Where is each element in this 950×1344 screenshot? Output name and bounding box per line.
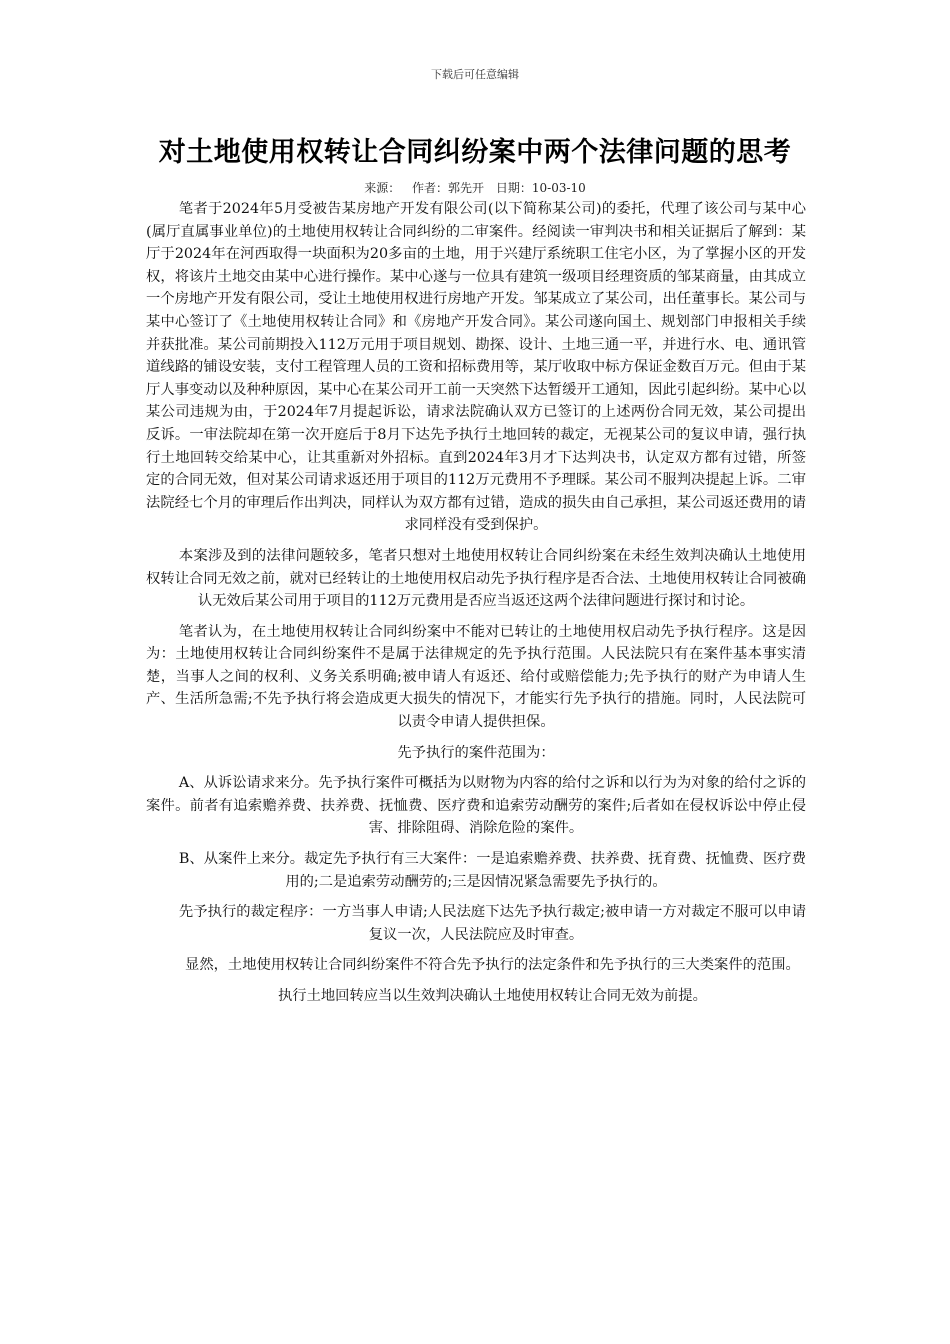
paragraph-scope-b: B、从案件上来分。裁定先予执行有三大案件：一是追索赡养费、扶养费、抚育费、抚恤费、医疗费用的;二是追索劳动酬劳的;三是因情况紧急需要先予执行的。 xyxy=(178,851,806,890)
paragraph-issues: 本案涉及到的法律问题较多，笔者只想对土地使用权转让合同纠纷案在未经生效判决确认土地使用权转让合同无效之前，就对已经转让的土地使用权启动先予执行程序是否合法、土地使用权转让合同被确认无效后某公司用于项目的112万元费用是否应当返还这两个法律问题进行探讨和讨论。 xyxy=(146,547,806,610)
paragraph-case-background: 笔者于2024年5月受被告某房地产开发有限公司(以下简称某公司)的委托，代理了该公司与某中心(属厅直属事业单位)的土地使用权转让合同纠纷的二审案件。经阅读一审判决书和相关证据后了解到：某厅于2024年在河西取得一块面积为20多亩的土地，用于兴建厅系统职工住宅小区，为了掌握小区的开发权，将该片土地交由某中心进行操作。某中心遂与一位具有建筑一级项目经理资质的邹某商量，由其成立一个房地产开发有限公司，受让土地使用权进行房地产开发。邹某成立了某公司，出任董事长。某公司与某中心签订了《土地使用权转让合同》和《房地产开发合同》。某公司遂向国土、规划部门申报相关手续并获批准。某公司前期投入112万元用于项目规划、勘探、设计、土地三通一平，并进行水、电、通讯管道线路的铺设安装，支付工程管理人员的工资和招标费用等，某厅收取中标方保证金数百万元。但由于某厅人事变动以及种种原因，某中心在某公司开工前一天突然下达暂缓开工通知，因此引起纠纷。某中心以某公司违规为由，于2024年7月提起诉讼，请求法院确认双方已签订的上述两份合同无效，某公司提出反诉。一审法院却在第一次开庭后于8月下达先予执行土地回转的裁定，无视某公司的复议申请，强行执行土地回转交给某中心，让其重新对外招标。直到2024年3月才下达判决书，认定双方都有过错，所签定的合同无效，但对某公司请求返还用于项目的112万元费用不予理睬。某公司不服判决提起上诉。二审法院经七个月的审理后作出判决，同样认为双方都有过错，造成的损失由自己承担，某公司返还费用的请求同样没有受到保护。 xyxy=(146,201,806,534)
paragraph-premise: 执行土地回转应当以生效判决确认土地使用权转让合同无效为前提。 xyxy=(277,988,707,1004)
header-note: 下载后可任意编辑 xyxy=(431,68,519,81)
paragraph-opinion: 笔者认为，在土地使用权转让合同纠纷案中不能对已转让的土地使用权启动先予执行程序。这是因为：土地使用权转让合同纠纷案件不是属于法律规定的先予执行范围。人民法院只有在案件基本事实清楚，当事人之间的权利、义务关系明确;被申请人有返还、给付或赔偿能力;先予执行的财产为申请人生产、生活所急需;不先予执行将会造成更大损失的情况下，才能实行先予执行的措施。同时，人民法院可以责令申请人提供担保。 xyxy=(146,623,806,731)
article-meta xyxy=(0,179,950,196)
article-title: 对土地使用权转让合同纠纷案中两个法律问题的思考 xyxy=(158,137,792,168)
paragraph-conclusion: 显然，土地使用权转让合同纠纷案件不符合先予执行的法定条件和先予执行的三大类案件的范围。 xyxy=(185,957,800,974)
meta-source: 来源： xyxy=(364,181,401,195)
article-body xyxy=(146,198,806,1008)
paragraph-scope-a: A、从诉讼请求来分。先予执行案件可概括为以财物为内容的给付之诉和以行为为对象的给付之诉的案件。前者有追索赡养费、扶养费、抚恤费、医疗费和追索劳动酬劳的案件;后者如在侵权诉讼中停止侵害、排除阻碍、消除危险的案件。 xyxy=(146,775,806,837)
meta-date: 日期：10-03-10 xyxy=(495,181,586,195)
paragraph-scope-heading: 先予执行的案件范围为： xyxy=(397,744,555,761)
paragraph-procedure: 先予执行的裁定程序：一方当事人申请;人民法庭下达先予执行裁定;被申请一方对裁定不服可以申请复议一次，人民法院应及时审查。 xyxy=(178,904,806,943)
meta-author: 作者：郭先开 xyxy=(412,181,485,195)
